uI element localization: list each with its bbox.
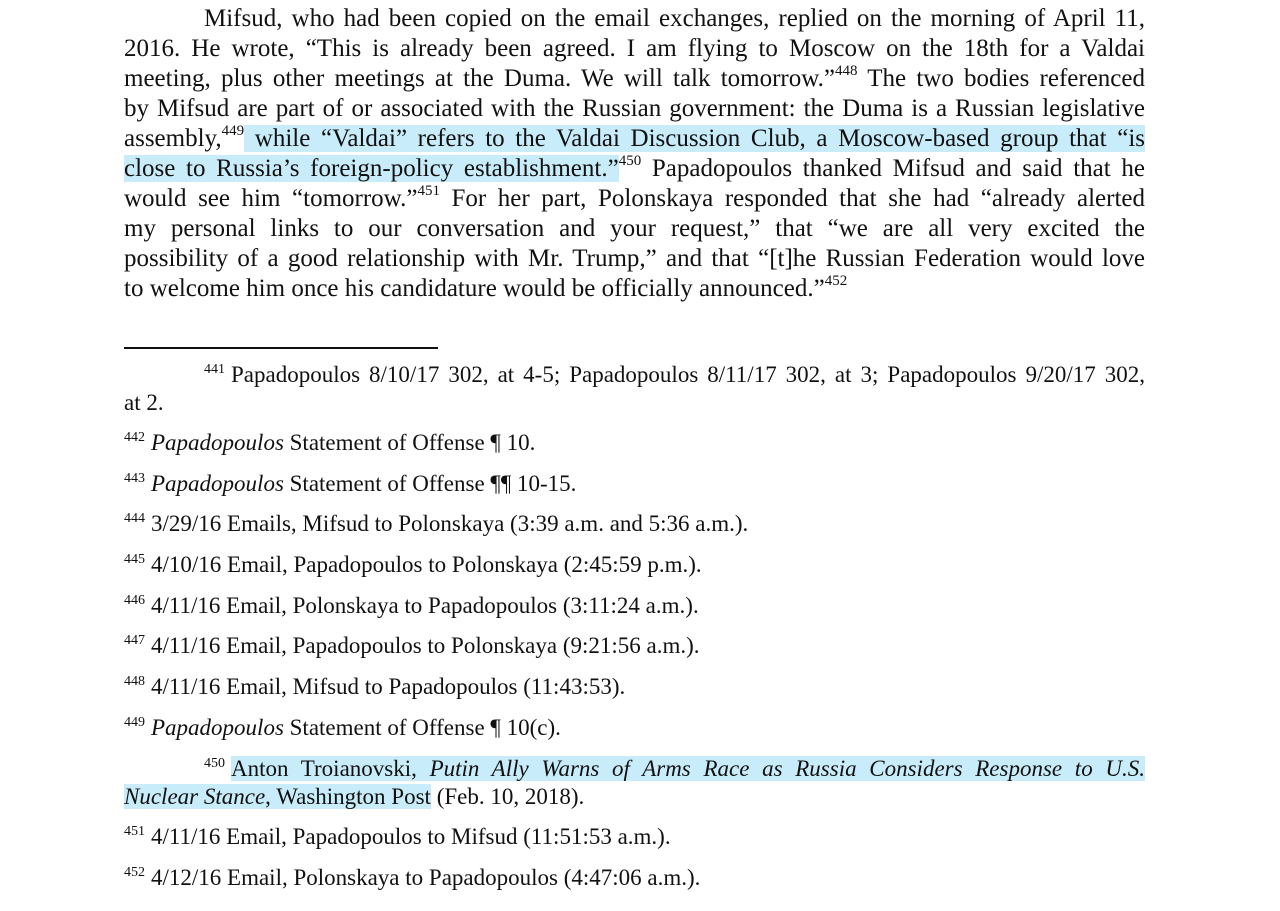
paragraph-line-6: close to Russia’s foreign-policy establishment.”$^{450}$ Papadopoulos thanked Mifsud and said that he [124,152,1145,182]
footnote-446: $^{446}$ 4/11/16 Email, Polonskaya to Papadopoulos (3:11:24 a.m.). [124,593,699,618]
footnote-ref-451[interactable]: 451 [417,182,440,199]
highlighted-text: Anton Troianovski, Putin Ally Warns of Arms Race as Russia Considers Response to U.S. [231,756,1145,781]
paragraph-line-5: assembly,$^{449}$ while “Valdai” refers to the Valdai Discussion Club, a Moscow-based group that “is [124,122,1145,152]
paragraph-line-10: to welcome him once his candidature would be officially announced.”$^{452}$ [124,272,848,302]
paragraph-line-2: 2016. He wrote, “This is already been agreed. I am flying to Moscow on the 18th for a Valdai [124,35,1145,62]
highlighted-text: close to Russia’s foreign-policy establishment.” [124,155,619,182]
footnote-445: $^{445}$ 4/10/16 Email, Papadopoulos to Polonskaya (2:45:59 p.m.). [124,552,702,577]
footnote-ref-449[interactable]: 449 [221,122,245,139]
footnote-443: $^{443}$ Papadopoulos Statement of Offense ¶¶ 10-15. [124,471,577,496]
highlighted-text: Nuclear Stance, Washington Post [124,784,431,809]
body-paragraph [124,4,1145,304]
footnote-ref-450[interactable]: 450 [618,152,642,169]
footnote-ref-452[interactable]: 452 [824,272,848,289]
paragraph-line-8: my personal links to our conversation and your request,” that “we are all very excited the [124,215,1145,242]
paragraph-line-7: would see him “tomorrow.”$^{451}$ For her part, Polonskaya responded that she had “already alerted [124,182,1145,212]
footnote-ref-448[interactable]: 448 [835,62,858,79]
footnote-452: $^{452}$ 4/12/16 Email, Polonskaya to Papadopoulos (4:47:06 a.m.). [124,865,701,890]
footnote-451: $^{451}$ 4/11/16 Email, Papadopoulos to Mifsud (11:51:53 a.m.). [124,824,671,849]
footnote-447: $^{447}$ 4/11/16 Email, Papadopoulos to Polonskaya (9:21:56 a.m.). [124,633,700,658]
paragraph-line-3: meeting, plus other meetings at the Duma. We will talk tomorrow.”$^{448}$ The two bodies referenced [124,62,1145,92]
paragraph-line-9: possibility of a good relationship with Mr. Trump,” and that “[t]he Russian Federation would love [124,245,1145,272]
footnote-448: $^{448}$ 4/11/16 Email, Mifsud to Papadopoulos (11:43:53). [124,674,626,699]
footnote-442: $^{442}$ Papadopoulos Statement of Offense ¶ 10. [124,430,536,455]
footnote-444: $^{444}$ 3/29/16 Emails, Mifsud to Polonskaya (3:39 a.m. and 5:36 a.m.). [124,511,749,536]
footnote-450: $^{450}$ Anton Troianovski, Putin Ally Warns of Arms Race as Russia Considers Response to U.S. Nuclear Stance, Washington Post (Feb. 10, 2018). [124,756,1145,809]
footnote-divider [124,347,438,349]
footnote-449: $^{449}$ Papadopoulos Statement of Offense ¶ 10(c). [124,715,561,740]
highlighted-text: while “Valdai” refers to the Valdai Discussion Club, a Moscow-based group that “is [244,125,1145,152]
footnote-441: $^{441}$ Papadopoulos 8/10/17 302, at 4-5; Papadopoulos 8/11/17 302, at 3; Papadopoulos 9/20/17 302, at 2. [124,362,1145,415]
paragraph-line-4: by Mifsud are part of or associated with the Russian government: the Duma is a Russian legislative [124,95,1145,122]
paragraph-line-1: Mifsud, who had been copied on the email exchanges, replied on the morning of April 11, [204,5,1145,32]
